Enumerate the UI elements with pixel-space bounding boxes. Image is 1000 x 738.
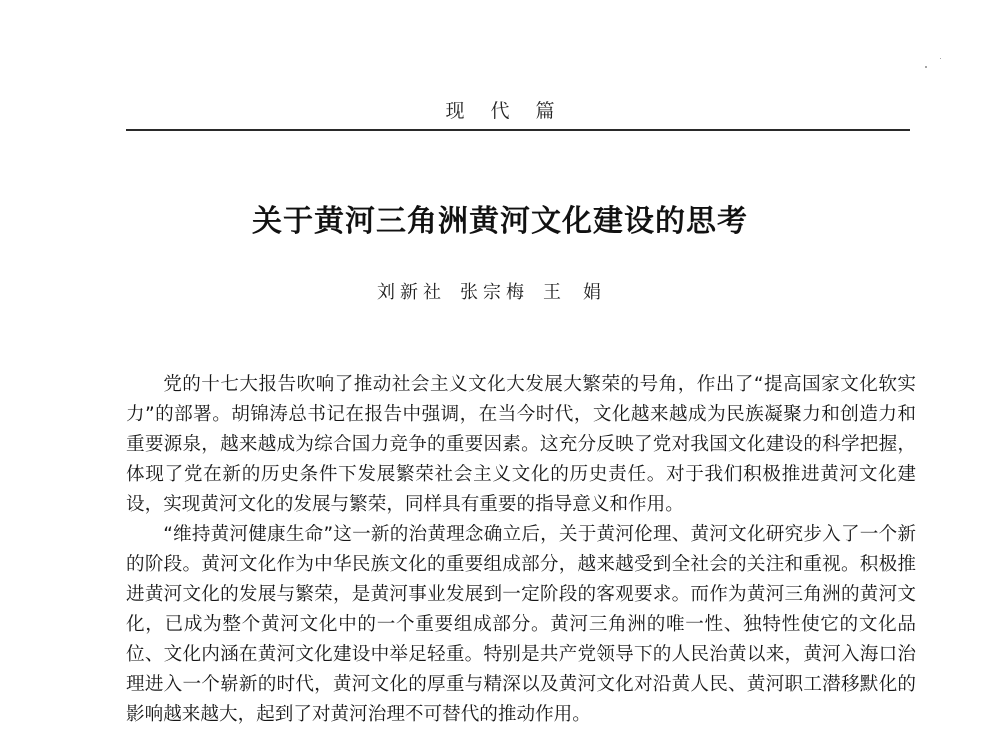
paragraph: “维持黄河健康生命”这一新的治黄理念确立后，关于黄河伦理、黄河文化研究步入了一个新的阶段。黄河文化作为中华民族文化的重要组成部分，越来越受到全社会的关注和重视。积极推进黄河文化的发展与繁荣，是黄河事业发展到一定阶段的客观要求。而作为黄河三角洲的黄河文化，已成为整个黄河文化中的一个重要组成部分。黄河三角洲的唯一性、独特性使它的文化品位、文化内涵在黄河文化建设中举足轻重。特别是共产党领导下的人民治黄以来，黄河入海口治理进入一个崭新的时代，黄河文化的厚重与精深以及黄河文化对沿黄人民、黄河职工潜移默化的影响越来越大，起到了对黄河治理不可替代的推动作用。 [126, 524, 916, 725]
scan-speck [925, 66, 927, 68]
running-head: 现代篇 [445, 100, 581, 122]
author-name: 张宗梅 [460, 282, 529, 303]
article-body [126, 370, 916, 730]
header-rule [126, 129, 910, 131]
paragraph: 党的十七大报告吹响了推动社会主义文化大发展大繁荣的号角，作出了“提高国家文化软实力”的部署。胡锦涛总书记在报告中强调，在当今时代，文化越来越成为民族凝聚力和创造力和重要源泉，越来越成为综合国力竞争的重要因素。这充分反映了党对我国文化建设的科学把握，体现了党在新的历史条件下发展繁荣社会主义文化的历史责任。对于我们积极推进黄河文化建设，实现黄河文化的发展与繁荣，同样具有重要的指导意义和作用。 [126, 374, 916, 515]
article-title: 关于黄河三角洲黄河文化建设的思考 [252, 204, 748, 239]
author-line [0, 278, 1000, 304]
author-name: 王娟 [543, 282, 623, 303]
author-name: 刘新社 [377, 282, 446, 303]
scan-speck [940, 58, 941, 59]
